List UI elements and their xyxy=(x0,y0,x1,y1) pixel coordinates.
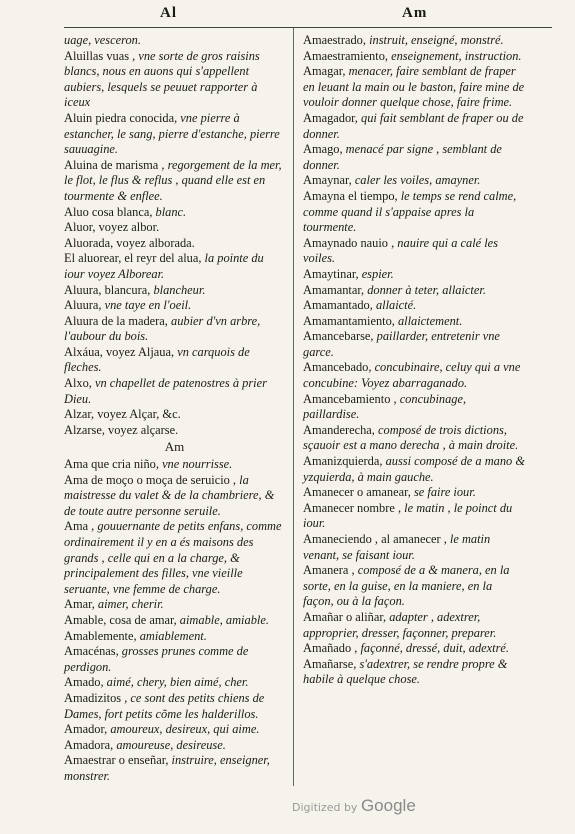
dictionary-entry xyxy=(303,236,525,267)
entry-headword: Amado, xyxy=(64,675,107,690)
dictionary-entry xyxy=(303,173,525,189)
entry-definition: vn chapellet de patenostres à prier Dieu. xyxy=(64,376,267,406)
dictionary-entry xyxy=(64,597,285,613)
entry-headword: Amanecer o amanear, xyxy=(303,485,414,500)
entry-definition: concubinaire, celuy qui a vne concubine: Voyez abarraganado. xyxy=(303,360,521,391)
entry-headword: Amanecer nombre , xyxy=(303,500,405,515)
dictionary-entry xyxy=(303,329,525,360)
dictionary-entry xyxy=(303,189,525,236)
entry-headword: Amayna el tiempo, xyxy=(303,188,401,203)
dictionary-entry xyxy=(303,360,525,391)
dictionary-entry xyxy=(303,641,525,657)
entry-headword: Amaestrar o enseñar, xyxy=(64,753,172,768)
dictionary-entry xyxy=(64,675,285,691)
dictionary-entry xyxy=(64,738,285,754)
dictionary-entry xyxy=(64,376,285,407)
entry-definition: amoureux, desireux, qui aime. xyxy=(110,722,260,737)
dictionary-entry xyxy=(64,691,285,722)
entry-definition: s'adextrer, se rendre propre & habile à quelque chose. xyxy=(303,656,508,687)
entry-headword: Amaynar, xyxy=(303,173,355,188)
entry-definition: composé de trois dictions, sçauoir est a mano derecha , à main droite. xyxy=(303,422,519,453)
entry-headword: Alxo, xyxy=(64,376,95,391)
dictionary-entry xyxy=(303,610,525,641)
entry-headword: Amar, xyxy=(64,597,98,612)
entry-headword: Amañar o aliñar, xyxy=(303,609,390,624)
entry-headword: Aluor, voyez albor. xyxy=(64,220,160,235)
entry-headword: Amanderecha, xyxy=(303,422,378,437)
dictionary-entry xyxy=(64,345,285,376)
dictionary-entry xyxy=(303,142,525,173)
entry-headword: Aluo cosa blanca, xyxy=(64,204,156,219)
dictionary-entry xyxy=(303,314,525,330)
entry-definition: aimable, amiable. xyxy=(179,612,269,627)
entry-headword: Amamantado, xyxy=(303,298,376,313)
dictionary-entry xyxy=(64,251,285,282)
entry-definition: qui fait semblant de fraper ou de donner. xyxy=(303,110,524,141)
entry-definition: menacer, faire semblant de fraper en leuant la main ou le baston, faire mine de vouloir donner quelque chose, faire frime. xyxy=(303,64,525,110)
header-rule xyxy=(64,27,552,28)
dictionary-entry xyxy=(303,298,525,314)
entry-definition: la maistresse du valet & de la chambriere, & de toute autre personne seruile. xyxy=(64,472,275,518)
entry-headword: Amaytinar, xyxy=(303,266,362,281)
dictionary-entry xyxy=(303,485,525,501)
entry-headword: Amagador, xyxy=(303,110,361,125)
dictionary-entry xyxy=(64,314,285,345)
entry-definition: aussi composé de a mano & yzquierda, à main gauche. xyxy=(303,454,525,484)
entry-definition: vn carquois de fleches. xyxy=(64,344,250,375)
entry-definition: le temps se rend calme, comme quand il s'appaise apres la tourmente. xyxy=(303,188,517,235)
dictionary-entry xyxy=(64,519,285,597)
section-title: Am xyxy=(164,439,185,455)
entry-definition: se faire iour. xyxy=(413,485,476,500)
entry-definition: ce sont des petits chiens de Dames, fort petits cõme les halderillos. xyxy=(64,690,265,721)
entry-headword: Amago, xyxy=(303,142,346,157)
entry-headword: Amadora, xyxy=(64,737,117,752)
google-watermark xyxy=(292,796,416,816)
entry-definition: le matin venant, se faisant iour. xyxy=(303,532,491,562)
entry-definition: uage, vesceron. xyxy=(64,33,141,47)
entry-definition: le matin , le poinct du iour. xyxy=(303,500,513,531)
entry-headword: Amador, xyxy=(64,722,111,737)
google-logo-text: Google xyxy=(360,796,416,815)
entry-headword: Alzarse, voyez alçarse. xyxy=(64,422,179,437)
entry-definition: blancheur. xyxy=(153,282,206,297)
dictionary-entry xyxy=(303,423,525,454)
entry-definition: allaictement. xyxy=(397,313,463,328)
right-column xyxy=(303,33,525,688)
entry-headword: Ama que cria niño, xyxy=(64,457,163,472)
entry-headword: Amaneciendo , al amanecer , xyxy=(303,532,450,546)
right-entries xyxy=(303,33,525,688)
entry-definition: aimer, cherir. xyxy=(97,597,164,612)
dictionary-entry xyxy=(64,33,285,49)
entry-headword: Amancebado, xyxy=(303,360,375,375)
dictionary-entry xyxy=(303,267,525,283)
entry-definition: façonné, dressé, duit, adextré. xyxy=(360,641,510,656)
entry-definition: amiablement. xyxy=(139,628,207,643)
dictionary-entry xyxy=(303,501,525,532)
entry-headword: Aluin piedra conocida, xyxy=(64,110,181,125)
entry-definition: donner à teter, allaicter. xyxy=(367,282,486,297)
entry-headword: Aluina de marisma , xyxy=(64,157,168,172)
dictionary-entry xyxy=(64,283,285,299)
column-divider xyxy=(293,28,294,786)
dictionary-entry xyxy=(64,629,285,645)
entry-headword: Amacénas, xyxy=(64,644,122,659)
entry-definition: gouuernante de petits enfans, comme ordinairement il y en a és maisons des grands , celle qui en a la charge, & principalement des filles, vne vieille seruante, vne femme de charge. xyxy=(64,519,282,596)
dictionary-entry xyxy=(64,644,285,675)
entry-headword: Amaynado nauio , xyxy=(303,235,398,250)
entry-definition: concubinage, paillardise. xyxy=(303,391,467,422)
header-left: Al xyxy=(160,5,177,21)
left-entries-al xyxy=(64,33,285,438)
dictionary-entry xyxy=(303,563,525,610)
entry-definition: vne taye en l'oeil. xyxy=(104,298,192,313)
dictionary-entry xyxy=(64,298,285,314)
entry-definition: composé de a & manera, en la sorte, en la guise, en la maniere, en la façon, ou à la façon. xyxy=(303,563,510,609)
dictionary-entry xyxy=(64,158,285,205)
entry-definition: vne nourrisse. xyxy=(162,457,233,472)
dictionary-entry xyxy=(64,722,285,738)
entry-headword: Amañarse, xyxy=(303,656,360,671)
left-column xyxy=(64,33,285,785)
entry-headword: Amaestramiento, xyxy=(303,48,392,63)
dictionary-entry xyxy=(64,753,285,784)
entry-headword: Ama de moço o moça de seruicio , xyxy=(64,472,240,487)
entry-headword: Aluura, blancura, xyxy=(64,282,154,297)
entry-headword: Amaestrado, xyxy=(303,33,370,47)
entry-definition: allaicté. xyxy=(375,298,417,313)
dictionary-entry xyxy=(64,407,285,423)
entry-definition: instruire, enseigner, monstrer. xyxy=(64,753,270,783)
entry-headword: Amancebamiento , xyxy=(303,391,400,406)
entry-definition: adapter , adextrer, approprier, dresser, façonner, preparer. xyxy=(303,609,497,640)
dictionary-entry xyxy=(303,49,525,65)
dictionary-entry xyxy=(64,457,285,473)
entry-headword: Amable, cosa de amar, xyxy=(64,612,180,627)
entry-definition: grosses prunes comme de perdigon. xyxy=(64,644,249,674)
dictionary-entry xyxy=(64,236,285,252)
entry-headword: Amanera , xyxy=(303,563,358,578)
entry-headword: Amagar, xyxy=(303,64,349,79)
entry-definition: instruit, enseigné, monstré. xyxy=(369,33,504,47)
entry-definition: enseignement, instruction. xyxy=(391,48,522,63)
entry-headword: Ama , xyxy=(64,519,98,534)
entry-definition: la pointe du iour voyez Alborear. xyxy=(64,251,264,281)
dictionary-entry xyxy=(303,454,525,485)
entry-headword: El aluorear, el reyr del alua, xyxy=(64,251,205,266)
entry-headword: Amamantamiento, xyxy=(303,313,398,328)
dictionary-entry xyxy=(64,205,285,221)
dictionary-entry xyxy=(64,473,285,520)
entry-headword: Aluura, xyxy=(64,298,105,313)
dictionary-entry xyxy=(303,111,525,142)
entry-headword: Aluorada, voyez alborada. xyxy=(64,235,195,250)
left-entries-am xyxy=(64,457,285,784)
dictionary-entry xyxy=(64,111,285,158)
dictionary-entry xyxy=(303,33,525,49)
dictionary-entry xyxy=(64,49,285,111)
entry-definition: vne pierre à estancher, le sang, pierre d'estanche, pierre sauuagine. xyxy=(64,110,280,157)
entry-definition: nauire qui a calé les voiles. xyxy=(303,235,499,266)
entry-headword: Aluura de la madera, xyxy=(64,313,171,328)
entry-definition: espier. xyxy=(361,266,394,281)
entry-headword: Amanizquierda, xyxy=(303,454,386,469)
entry-definition: paillarder, entretenir vne garce. xyxy=(303,329,500,359)
entry-definition: caler les voiles, amayner. xyxy=(354,173,481,188)
dictionary-entry xyxy=(303,532,525,563)
entry-definition: vne sorte de gros raisins blancs, nous en auons qui s'appellent aubiers, lesquels se peuuet rapporter à iceux xyxy=(64,48,260,110)
entry-definition: aimé, chery, bien aimé, cher. xyxy=(106,675,249,690)
watermark-digitized: Digitized by xyxy=(292,801,358,814)
header-right: Am xyxy=(402,5,428,21)
dictionary-entry xyxy=(303,657,525,688)
entry-definition: menacé par signe , semblant de donner. xyxy=(303,142,502,172)
entry-headword: Amamantar, xyxy=(303,282,368,297)
dictionary-entry xyxy=(303,283,525,299)
entry-headword: Amadizitos , xyxy=(64,690,131,705)
dictionary-entry xyxy=(303,392,525,423)
entry-headword: Alzar, voyez Alçar, &c. xyxy=(64,407,181,422)
entry-definition: amoureuse, desireuse. xyxy=(116,737,226,752)
dictionary-entry xyxy=(303,64,525,111)
entry-headword: Amablemente, xyxy=(64,628,140,643)
entry-headword: Amañado , xyxy=(303,641,361,656)
dictionary-entry xyxy=(64,613,285,629)
entry-headword: Alxáua, voyez Aljaua, xyxy=(64,344,178,359)
dictionary-entry xyxy=(64,423,285,439)
entry-definition: regorgement de la mer, le flot, le flus & reflus , quand elle est en tourmente & enflee. xyxy=(64,157,282,203)
dictionary-entry xyxy=(64,220,285,236)
entry-definition: blanc. xyxy=(155,204,187,219)
entry-headword: Aluillas vuas , xyxy=(64,48,139,63)
entry-definition: aubier d'vn arbre, l'aubour du bois. xyxy=(64,313,261,344)
entry-headword: Amancebarse, xyxy=(303,329,377,344)
